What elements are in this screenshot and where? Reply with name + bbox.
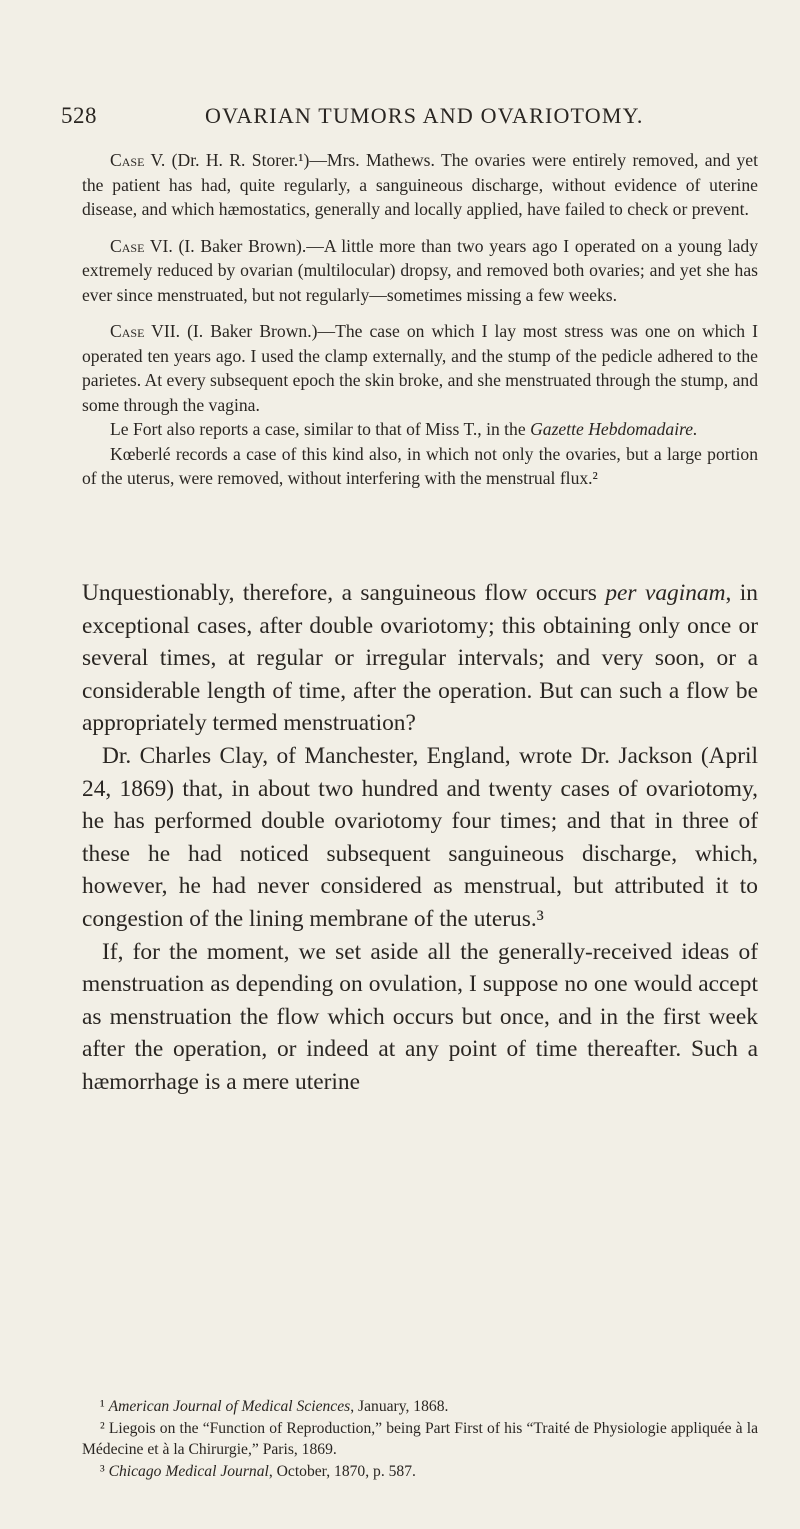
case-vii-paragraph — [82, 319, 758, 417]
main-paragraph-2: Dr. Charles Clay, of Manchester, England, wrote Dr. Jackson (April 24, 1869) that, in about two hundred and twenty cases of ovariotomy, he has performed double ovariotomy four times; and that in three of these he had noticed subsequent sanguineous discharge, which, however, he had never considered as menstrual, but attributed it to congestion of the lining membrane of the uterus.³ — [82, 742, 758, 932]
footnote-text: , October, 1870, p. 587. — [268, 1462, 416, 1480]
lefort-paragraph — [82, 417, 758, 442]
footnote-2 — [82, 1418, 758, 1461]
main-paragraph-3: If, for the moment, we set aside all the generally-received ideas of menstruation as depending on ovulation, I suppose no one would accept as menstruation the flow which occurs but once, and in the first week after the operation, or indeed at any point of time thereafter. Such a hæmorrhage is a mere uterine — [82, 938, 758, 1095]
case-text: (Dr. H. R. Storer.¹)—Mrs. Mathews. The ovaries were entirely removed, and yet the patient has had, quite regularly, a sanguineous discharge, without evidence of uterine disease, and which hæmostatics, generally and locally applied, have failed to check or prevent. — [82, 150, 758, 219]
footnote-journal: Chicago Medical Journal — [108, 1462, 269, 1480]
page-header — [0, 103, 800, 133]
main-paragraph-1 — [82, 577, 758, 740]
lefort-text: Le Fort also reports a case, similar to that of Miss T., in the — [110, 419, 526, 439]
footnote-1 — [82, 1396, 758, 1418]
main-text — [82, 577, 758, 1099]
case-label: Case VII. — [110, 321, 180, 341]
case-vi-paragraph — [82, 234, 758, 308]
p1-italic: per vaginam — [605, 580, 726, 606]
case-text: (I. Baker Brown).—A little more than two years ago I operated on a young lady extremely reduced by ovarian (multilocular) dropsy, and removed both ovaries; and yet she has ever since menstruated, but not regularly—sometimes missing a few weeks. — [82, 235, 758, 305]
p1-start: Unquestionably, therefore, a sanguineous flow occurs — [82, 580, 597, 606]
journal-title: Gazette Hebdomadaire. — [530, 419, 698, 439]
footnote-3 — [82, 1461, 758, 1483]
footnote-mark: ² — [100, 1419, 105, 1437]
case-text: (I. Baker Brown.)—The case on which I lay most stress was one on which I operated ten years ago. I used the clamp externally, and the stump of the pedicle adhered to the parietes. At every subsequent epoch the skin broke, and she menstruated through the stump, and some through the vagina. — [82, 321, 758, 415]
footnote-journal: American Journal of Medical Sciences — [108, 1398, 351, 1415]
footnote-text: , January, 1868. — [350, 1398, 449, 1415]
footnote-mark: ¹ — [100, 1398, 105, 1415]
footnotes — [82, 1396, 758, 1482]
case-label: Case V. — [110, 150, 166, 170]
footnote-mark: ³ — [100, 1462, 105, 1480]
page-number: 528 — [61, 103, 97, 128]
p1-end: , in exceptional cases, after double ovariotomy; this obtaining only once or several times, at regular or irregular intervals; and very soon, or a considerable length of time, after the operation. But can such a flow be appropriately termed menstruation? — [82, 580, 759, 737]
case-v-paragraph — [82, 148, 758, 222]
running-title: OVARIAN TUMORS AND OVARIOTOMY. — [205, 103, 644, 128]
case-label: Case VI. — [110, 235, 173, 256]
footnote-text: Liegois on the “Function of Reproduction,” being Part First of his “Traité de Physiologie appliquée à la Médecine et à la Chirurgie,” Paris, 1869. — [82, 1419, 758, 1458]
koeberle-paragraph: Kœberlé records a case of this kind also, in which not only the ovaries, but a large portion of the uterus, were removed, without interfering with the menstrual flux.² — [82, 443, 758, 488]
case-reports — [82, 148, 758, 491]
